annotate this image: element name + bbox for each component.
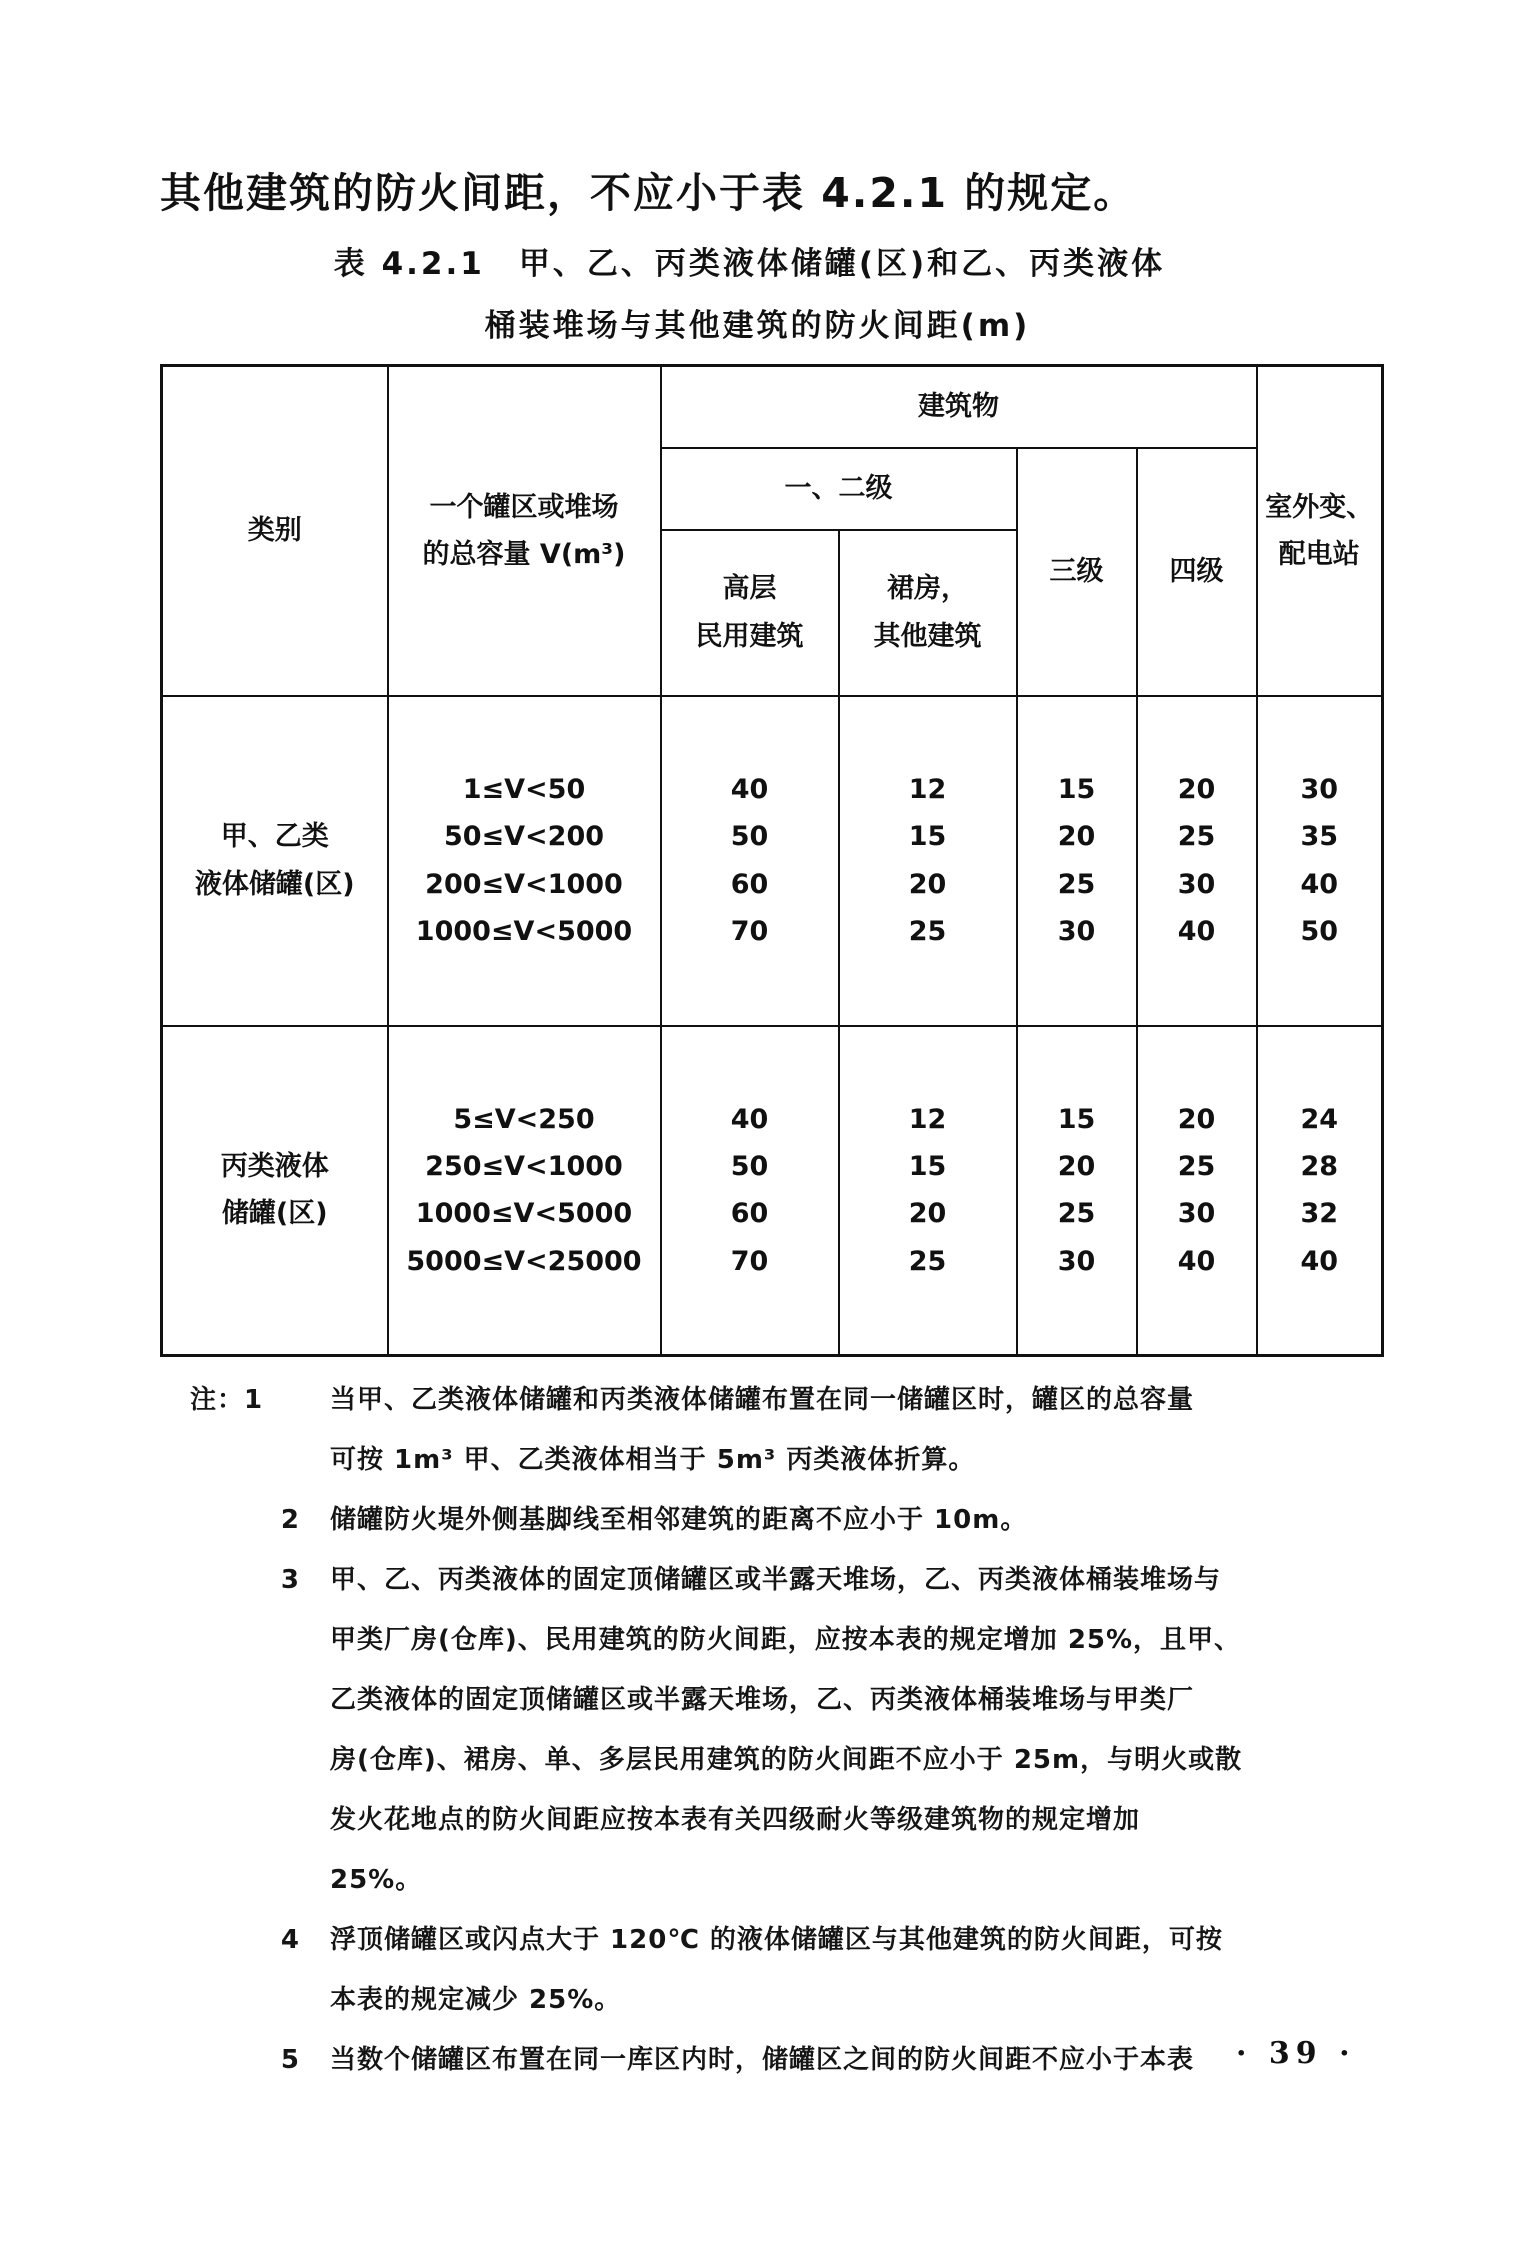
fire-distance-table — [160, 364, 1384, 1357]
category-cell: 丙类液体 储罐(区) — [162, 1026, 388, 1356]
substation-values: 24 28 32 40 — [1257, 1026, 1383, 1356]
substation-values: 30 35 40 50 — [1257, 696, 1383, 1026]
category-cell: 甲、乙类 液体储罐(区) — [162, 696, 388, 1026]
table-row — [162, 696, 1383, 1026]
podium-values: 12 15 20 25 — [839, 696, 1017, 1026]
podium-values: 12 15 20 25 — [839, 1026, 1017, 1356]
note-line: 甲类厂房(仓库)、民用建筑的防火间距，应按本表的规定增加 25%，且甲、 — [330, 1625, 1242, 1655]
header-substation: 室外变、 配电站 — [1257, 366, 1383, 696]
table-notes — [190, 1370, 1390, 2090]
capacity-cell: 1≤V<50 50≤V<200 200≤V<1000 1000≤V<5000 — [388, 696, 661, 1026]
page-number: · 39 · — [1236, 2036, 1356, 2071]
grade3-values: 15 20 25 30 — [1017, 696, 1137, 1026]
note-marker: 注：1 — [190, 1385, 264, 1415]
note-line: 当数个储罐区布置在同一库区内时，储罐区之间的防火间距不应小于本表 — [330, 2045, 1195, 2075]
header-highrise: 高层 民用建筑 — [661, 530, 839, 696]
header-grade-4: 四级 — [1137, 448, 1257, 696]
header-grade-3: 三级 — [1017, 448, 1137, 696]
header-buildings: 建筑物 — [661, 366, 1257, 448]
header-podium: 裙房， 其他建筑 — [839, 530, 1017, 696]
header-grade-1-2: 一、二级 — [661, 448, 1017, 530]
table-caption-line1: 表 4.2.1 甲、乙、丙类液体储罐(区)和乙、丙类液体 — [333, 246, 1166, 282]
note-marker: 3 — [280, 1565, 300, 1595]
highrise-values: 40 50 60 70 — [661, 696, 839, 1026]
note-line: 可按 1m³ 甲、乙类液体相当于 5m³ 丙类液体折算。 — [330, 1445, 976, 1475]
note-1 — [190, 1370, 1390, 1490]
note-line: 当甲、乙类液体储罐和丙类液体储罐布置在同一储罐区时，罐区的总容量 — [330, 1385, 1195, 1415]
grade4-values: 20 25 30 40 — [1137, 1026, 1257, 1356]
note-marker: 2 — [280, 1505, 300, 1535]
note-2 — [190, 1490, 1390, 1550]
note-line: 乙类液体的固定顶储罐区或半露天堆场，乙、丙类液体桶装堆场与甲类厂 — [330, 1685, 1195, 1715]
header-capacity: 一个罐区或堆场 的总容量 V(m³) — [388, 366, 661, 696]
highrise-values: 40 50 60 70 — [661, 1026, 839, 1356]
intro-sentence: 其他建筑的防火间距，不应小于表 4.2.1 的规定。 — [160, 169, 1137, 217]
note-line: 储罐防火堤外侧基脚线至相邻建筑的距离不应小于 10m。 — [330, 1505, 1028, 1535]
table-caption-line2: 桶装堆场与其他建筑的防火间距(m) — [484, 308, 1031, 344]
grade4-values: 20 25 30 40 — [1137, 696, 1257, 1026]
note-5 — [190, 2030, 1390, 2090]
note-line: 发火花地点的防火间距应按本表有关四级耐火等级建筑物的规定增加 — [330, 1805, 1141, 1835]
grade3-values: 15 20 25 30 — [1017, 1026, 1137, 1356]
header-category: 类别 — [162, 366, 388, 696]
note-line: 甲、乙、丙类液体的固定顶储罐区或半露天堆场，乙、丙类液体桶装堆场与 — [330, 1565, 1222, 1595]
note-line: 浮顶储罐区或闪点大于 120℃ 的液体储罐区与其他建筑的防火间距，可按 — [330, 1925, 1223, 1955]
note-line: 本表的规定减少 25%。 — [330, 1985, 622, 2015]
note-marker: 4 — [280, 1925, 300, 1955]
note-marker: 5 — [280, 2045, 300, 2075]
table-row — [162, 1026, 1383, 1356]
note-3 — [190, 1550, 1390, 1910]
note-4 — [190, 1910, 1390, 2030]
capacity-cell: 5≤V<250 250≤V<1000 1000≤V<5000 5000≤V<25000 — [388, 1026, 661, 1356]
note-line: 25%。 — [330, 1865, 423, 1895]
note-line: 房(仓库)、裙房、单、多层民用建筑的防火间距不应小于 25m，与明火或散 — [330, 1745, 1243, 1775]
